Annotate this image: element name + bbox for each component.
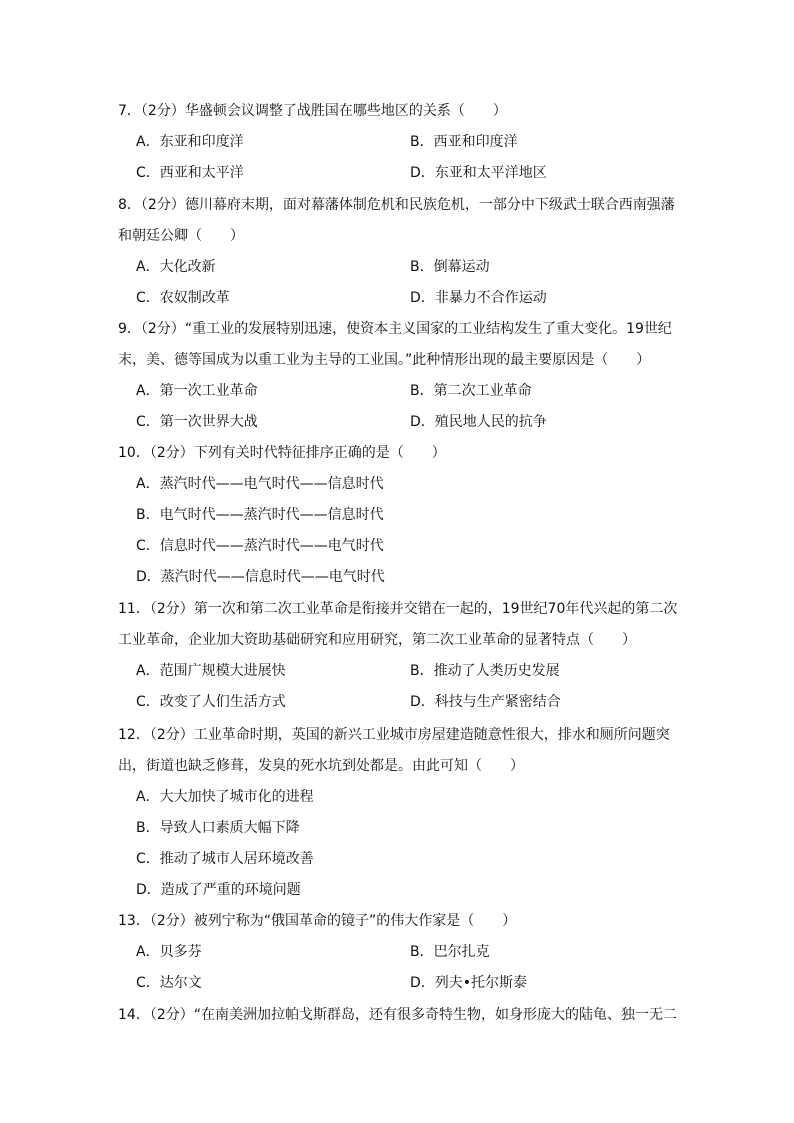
question-stem-line-2: 和朝廷公卿（ ） <box>118 228 244 244</box>
option-a: A．第一次工业革命 <box>136 383 258 399</box>
option-d: D．殖民地人民的抗争 <box>410 414 547 430</box>
option-c: C．农奴制改革 <box>136 290 230 306</box>
question-13 <box>118 906 678 999</box>
options-row <box>118 656 678 687</box>
options-row <box>118 937 678 968</box>
question-stem-line-2: 工业革命，企业加大资助基础研究和应用研究，第二次工业革命的显著特点（ ） <box>118 632 636 648</box>
option-a: A．大化改新 <box>136 259 216 275</box>
option-d: D．非暴力不合作运动 <box>410 290 547 306</box>
question-8 <box>118 190 678 314</box>
option-d: D．东亚和太平洋地区 <box>410 165 547 181</box>
option-a: A．蒸汽时代——电气时代——信息时代 <box>136 476 384 492</box>
options-row <box>118 158 678 189</box>
option-c: C．信息时代——蒸汽时代——电气时代 <box>136 538 384 554</box>
question-stem: 13．（2分）被列宁称为“俄国革命的镜子”的伟大作家是（ ） <box>118 913 517 929</box>
question-12 <box>118 720 678 906</box>
option-c: C．推动了城市人居环境改善 <box>136 851 314 867</box>
option-a: A．范围广规模大进展快 <box>136 663 286 679</box>
option-c: C．第一次世界大战 <box>136 414 258 430</box>
question-11 <box>118 594 678 718</box>
option-b: B．巴尔扎克 <box>410 944 490 960</box>
option-b: B．西亚和印度洋 <box>410 134 518 150</box>
question-10 <box>118 438 678 593</box>
question-14 <box>118 1000 678 1031</box>
option-b: B．第二次工业革命 <box>410 383 532 399</box>
option-d: D．蒸汽时代——信息时代——电气时代 <box>136 569 385 585</box>
option-a: A．大大加快了城市化的进程 <box>136 789 314 805</box>
question-stem: 7．（2分）华盛顿会议调整了战胜国在哪些地区的关系（ ） <box>118 103 507 119</box>
option-b: B．导致人口素质大幅下降 <box>136 820 300 836</box>
question-9 <box>118 314 678 438</box>
options-row <box>118 407 678 438</box>
option-d: D．列夫•托尔斯泰 <box>410 975 528 991</box>
option-a: A．贝多芬 <box>136 944 202 960</box>
option-b: B．倒幕运动 <box>410 259 490 275</box>
option-a: A．东亚和印度洋 <box>136 134 244 150</box>
question-stem: 10．（2分）下列有关时代特征排序正确的是（ ） <box>118 445 446 461</box>
options-row <box>118 968 678 999</box>
question-stem: 14．（2分）“在南美洲加拉帕戈斯群岛，还有很多奇特生物，如身形庞大的陆龟、独一无二 <box>118 1007 677 1023</box>
question-stem-line-2: 出，街道也缺乏修葺，发臭的死水坑到处都是。由此可知（ ） <box>118 758 524 774</box>
option-d: D．造成了严重的环境问题 <box>136 882 301 898</box>
options-row <box>118 127 678 158</box>
options-row <box>118 376 678 407</box>
options-row <box>118 687 678 718</box>
option-b: B．电气时代——蒸汽时代——信息时代 <box>136 507 384 523</box>
option-b: B．推动了人类历史发展 <box>410 663 560 679</box>
question-7 <box>118 96 678 189</box>
option-c: C．西亚和太平洋 <box>136 165 244 181</box>
option-d: D．科技与生产紧密结合 <box>410 694 561 710</box>
question-stem-line-1: 8．（2分）德川幕府末期，面对幕藩体制危机和民族危机，一部分中下级武士联合西南强藩 <box>118 197 675 213</box>
options-row <box>118 283 678 314</box>
options-row <box>118 252 678 283</box>
option-c: C．改变了人们生活方式 <box>136 694 286 710</box>
question-stem-line-1: 9．（2分）“重工业的发展特别迅速，使资本主义国家的工业结构发生了重大变化。19世纪 <box>118 321 672 337</box>
question-stem-line-1: 12．（2分）工业革命时期，英国的新兴工业城市房屋建造随意性很大，排水和厕所问题突 <box>118 727 670 743</box>
question-stem-line-2: 末，美、德等国成为以重工业为主导的工业国。”此种情形出现的最主要原因是（ ） <box>118 352 651 368</box>
option-c: C．达尔文 <box>136 975 202 991</box>
question-stem-line-1: 11．（2分）第一次和第二次工业革命是衔接并交错在一起的，19世纪70年代兴起的第二次 <box>118 601 678 617</box>
